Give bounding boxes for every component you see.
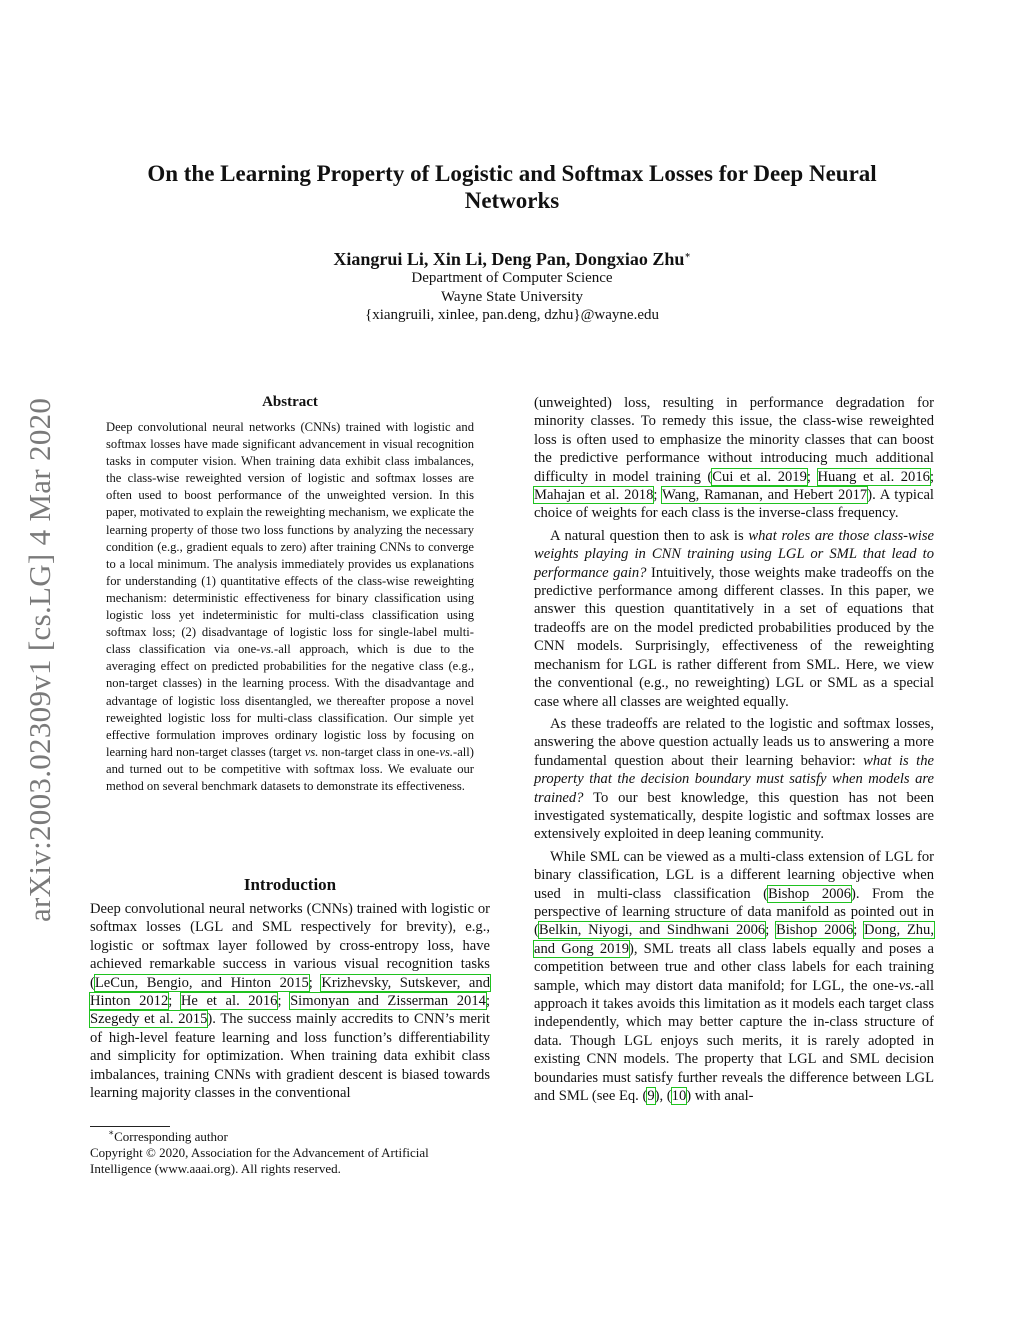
authors-text: Xiangrui Li, Xin Li, Deng Pan, Dongxiao Zhu	[333, 249, 685, 269]
citation-separator: ;	[929, 468, 935, 485]
emphasis-text: vs.	[898, 977, 915, 994]
body-text: A natural question then to ask is	[550, 527, 749, 544]
citation-link[interactable]: Bishop 2006	[767, 885, 852, 902]
paragraph-question	[534, 527, 934, 711]
paragraph-reweighting	[534, 394, 934, 523]
citation-link[interactable]: Huang et al. 2016	[817, 468, 930, 485]
title-line-2: Networks	[464, 188, 560, 213]
right-column-body	[534, 394, 934, 1109]
affiliation	[90, 269, 934, 325]
author-list	[90, 248, 934, 270]
abstract-emphasis: vs.	[260, 642, 275, 657]
body-text: ), (	[654, 1088, 672, 1105]
body-text: ). A typical choice of weights for each class is the inverse-class frequency.	[534, 487, 934, 522]
citation-link[interactable]: LeCun, Bengio, and Hinton 2015	[94, 974, 309, 991]
paper-title	[90, 160, 934, 214]
corresponding-author-note	[90, 1129, 490, 1145]
copyright-note: Copyright © 2020, Association for the Advancement of Artificial Intelligence (www.aaai.org). All rights reserved.	[90, 1145, 429, 1176]
body-text: ) with anal-	[686, 1088, 754, 1105]
citation-separator: ;	[765, 922, 776, 939]
abstract-text: Deep convolutional neural networks (CNNs) trained with logistic and softmax losses have made significant advancement in visual recognition tasks in computer vision. When training data exhibit class imbalances, the class-wise reweighted version of logistic and softmax losses are often used to boost performance of the unweighted version. In this paper, motivated to explain the reweighting mechanism, we explicate the learning property of those two loss functions by analyzing the necessary condition (e.g., gradient equals to zero) after training CNNs to converge to a local minimum. The analysis immediately provides us explanations for understanding (1) quantitative effects of the class-wise reweighting mechanism: deterministic effectiveness for binary classification using logistic loss yet indeterministic for multi-class classification using softmax loss; (2) disadvantage of logistic loss for single-label multi-class classification via one-	[106, 420, 474, 657]
body-text: Intuitively, those weights make tradeoffs on the predictive performance among different classes. In this paper, we answer this question quantitatively in a set of equations that tradeoffs are on the model predicted probabilities produced by the CNN models. Surprisingly, effectiveness of the reweighting mechanism for LGL is rather different from SML. Here, we view the conventional (e.g., no reweighting) LGL or SML as a special case where all classes are weighted equally.	[534, 564, 934, 710]
footnote-mark: ∗	[108, 1127, 115, 1138]
title-line-1: On the Learning Property of Logistic and Softmax Losses for Deep Neural	[147, 161, 877, 186]
abstract-body	[106, 419, 474, 795]
introduction-paragraph	[90, 900, 490, 1102]
body-text: As these tradeoffs are related to the logistic and softmax losses, answering the above question actually leads us to answering a more fundamental question about their learning behavior:	[534, 715, 934, 769]
equation-link[interactable]: 10	[671, 1088, 687, 1105]
citation-link[interactable]: Belkin, Niyogi, and Sindhwani 2006	[538, 922, 766, 939]
citation-separator: ;	[277, 993, 291, 1010]
citation-link[interactable]: Cui et al. 2019	[712, 468, 807, 485]
emphasis-text: what roles are those class-wise weights playing in CNN training using LGL or SML that lead to performance gain?	[534, 527, 934, 581]
abstract-paragraph	[106, 419, 474, 795]
author-mark: ∗	[684, 250, 691, 260]
introduction-heading: Introduction	[243, 875, 337, 894]
affiliation-department: Department of Computer Science	[411, 270, 613, 286]
equation-link[interactable]: 9	[647, 1088, 655, 1105]
abstract-text: -all) and turned out to be competitive with softmax loss. We evaluate our method on several benchmark datasets to demonstrate its effectiveness.	[106, 744, 474, 793]
body-text: While SML can be viewed as a multi-class extension of LGL for binary classification, LGL is a different learning objective when used in multi-class classification (	[534, 848, 934, 902]
citation-link[interactable]: Simonyan and Zisserman 2014	[290, 993, 486, 1010]
emphasis-text: what is the property that the decision boundary must satisfy when models are trained?	[534, 752, 934, 806]
citation-link[interactable]: He et al. 2016	[180, 993, 278, 1010]
footnote	[90, 1129, 490, 1177]
citation-link[interactable]: Wang, Ramanan, and Hebert 2017	[661, 487, 868, 504]
arxiv-stamp: arXiv:2003.02309v1 [cs.LG] 4 Mar 2020	[22, 397, 57, 922]
body-text: ). From the perspective of learning structure of data manifold as pointed out in (	[534, 885, 934, 939]
paragraph-sml-lgl	[534, 848, 934, 1106]
citation-separator: ;	[806, 468, 818, 485]
body-text: (unweighted) loss, resulting in performance degradation for minority classes. To remedy this issue, the class-wise reweighted loss is often used to emphasize the minority classes that can boost the predictive performance without introducing much additional difficulty in model training (	[534, 395, 934, 485]
citation-separator: ;	[308, 974, 322, 991]
citation-link[interactable]: Dong, Zhu, and Gong 2019	[534, 922, 935, 957]
abstract-text: -all approach, which is due to the averaging effect on predicted probabilities for the negative class (e.g., non-target classes) in the learning process. With the disadvantage and advantage of logistic loss disentangled, we thereafter propose a novel reweighted logistic loss for multi-class classification. Our simple yet effective formulation improves ordinary logistic loss by focusing on learning hard non-target classes (target	[106, 642, 474, 759]
citation-separator: ;	[485, 993, 491, 1010]
footnote-text: Corresponding author	[114, 1129, 228, 1144]
abstract-emphasis: vs.	[439, 744, 454, 759]
citation-link[interactable]: Krizhevsky, Sutskever, and Hinton 2012	[90, 974, 490, 1010]
abstract-emphasis: vs.	[304, 744, 319, 759]
footnote-rule	[90, 1126, 170, 1127]
abstract-heading: Abstract	[262, 394, 318, 410]
citation-link[interactable]: Bishop 2006	[775, 922, 854, 939]
affiliation-email: {xiangruili, xinlee, pan.deng, dzhu}@wayne.edu	[365, 307, 659, 323]
body-text: ), SML treats all class labels equally and poses a competition between true and other class labels for each training sample, which may distort data manifold; for LGL, the one-	[534, 940, 934, 994]
abstract-text: non-target class in one-	[318, 744, 440, 759]
introduction-body	[90, 900, 490, 1102]
citation-separator: ;	[653, 487, 662, 504]
intro-text: ). The success mainly accredits to CNN’s merit of high-level feature learning and loss function’s differentiability and simplicity for optimization. When training data exhibit class imbalances, training CNNs with gradient descent is biased towards learning majority classes in the conventional	[90, 1011, 490, 1102]
paragraph-tradeoffs	[534, 715, 934, 844]
citation-separator: ;	[853, 922, 865, 939]
citation-link[interactable]: Szegedy et al. 2015	[90, 1011, 208, 1028]
intro-text: Deep convolutional neural networks (CNNs) trained with logistic or softmax losses (LGL and SML respectively for brevity), e.g., logistic or softmax layer followed by cross-entropy loss, have achieved remarkable success in various visual recognition tasks (	[90, 901, 490, 991]
citation-link[interactable]: Mahajan et al. 2018	[534, 487, 654, 504]
citation-separator: ;	[168, 993, 181, 1010]
body-text: -all approach it takes avoids this limitation as it models each target class independently, which may better capture the in-class structure of data. Though LGL enjoys such merits, it is rarely adopted in existing CNN models. The property that LGL and SML decision boundaries must satisfy further reveals the difference between LGL and SML (see Eq. (	[534, 977, 934, 1105]
body-text: To our best knowledge, this question has not been investigated systematically, despite logistic and softmax losses are extensively exploited in deep leaning community.	[534, 789, 934, 843]
affiliation-university: Wayne State University	[440, 288, 584, 305]
